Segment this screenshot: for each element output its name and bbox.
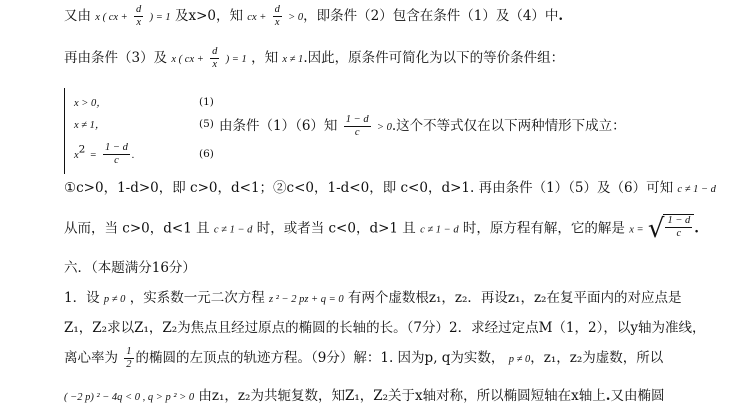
math: p ≠ 0	[508, 354, 531, 365]
square-root	[648, 214, 694, 244]
math: x =	[629, 224, 644, 236]
period: .	[694, 220, 699, 237]
text-line-10	[64, 386, 664, 408]
math: x ≠ 1	[282, 54, 304, 65]
tag-6: (6)	[199, 148, 214, 160]
denominator: x	[136, 17, 141, 28]
radical-sign: √	[647, 214, 665, 244]
math: x	[74, 150, 79, 161]
fraction	[134, 4, 143, 29]
denominator: c	[114, 155, 119, 166]
condition-5	[74, 116, 105, 132]
tag-5: (5)	[199, 118, 214, 130]
text: 从而，当 c>0，d<1 且	[64, 220, 210, 237]
numerator: 1	[126, 346, 132, 357]
math: x > 0，	[74, 98, 107, 109]
math: x ( cx +	[171, 54, 204, 65]
text: ，z₁，z₂为虚数，所以	[530, 350, 664, 366]
math: =	[89, 150, 97, 161]
text: ，实系数一元二次方程	[129, 290, 265, 306]
text-line-8	[64, 318, 705, 338]
text-line-3	[219, 114, 626, 139]
math: c ≠ 1 − d	[677, 184, 716, 195]
fraction	[124, 346, 133, 371]
numerator: d	[212, 46, 218, 57]
math: x ≠ 1，	[74, 120, 106, 131]
text: ，知	[251, 50, 279, 66]
numerator: d	[274, 4, 280, 15]
text-line-1	[64, 4, 563, 29]
fraction	[210, 46, 219, 71]
math: ( −2 p) ² − 4q < 0 , q > p ² > 0	[64, 392, 195, 403]
math: p ≠ 0	[103, 294, 126, 305]
text: ，即条件（2）包含在条件（1）及（4）中	[303, 8, 559, 24]
text: 及x>0，知	[174, 8, 243, 24]
text: 时，原方程有解，它的解是	[462, 220, 625, 237]
numerator: 1 − d	[105, 142, 128, 153]
text: .因此，原条件可简化为以下的等价条件组：	[303, 50, 565, 66]
exponent: 2	[78, 143, 86, 156]
math: .	[131, 150, 135, 161]
left-brace	[64, 88, 71, 174]
math: c ≠ 1 − d	[420, 224, 459, 236]
text-line-2	[64, 46, 564, 71]
text: 再由条件（3）及	[64, 50, 168, 66]
text: 有两个虚数根z₁，z₂．再设z₁，z₂在复平面内的对应点是	[347, 290, 682, 306]
text-line-5	[64, 214, 699, 244]
text: .这个不等式仅在以下两种情形下成立：	[391, 118, 626, 134]
math: > 0	[376, 122, 392, 133]
text: 由z₁，z₂为共轭复数，知Z₁，Z₂关于x轴对称，所以椭圆短轴在x轴上	[198, 388, 606, 404]
denominator: x	[212, 59, 218, 70]
text: 由条件（1）（6）知	[219, 118, 338, 134]
denominator: c	[354, 127, 360, 138]
text: ①c>0，1-d>0，即 c>0，d<1；②c<0，1-d<0，即 c<0，d>1. 再由条件（1）（5）及（6）可知	[64, 180, 674, 196]
text-line-4	[64, 178, 716, 200]
period: .	[605, 388, 611, 404]
math: cx +	[247, 12, 267, 23]
numerator: d	[136, 4, 142, 15]
numerator: 1 − d	[345, 114, 369, 125]
numerator: 1 − d	[667, 215, 691, 226]
text: 的椭圆的左顶点的轨迹方程。（9分）解：1. 因为p, q为实数，	[135, 350, 505, 366]
text-line-9	[64, 346, 663, 371]
math: ) = 1	[225, 54, 247, 65]
text: 1．设	[64, 290, 100, 306]
condition-1	[74, 94, 107, 110]
condition-6	[74, 142, 135, 167]
text: 时，或者当 c<0，d>1 且	[256, 220, 416, 237]
denominator: 2	[126, 359, 132, 370]
text: 离心率为	[64, 350, 118, 366]
equation-system	[64, 86, 724, 176]
fraction	[103, 142, 130, 167]
text: 又由	[64, 8, 91, 24]
text: Z₁，Z₂求以Z₁，Z₂为焦点且经过原点的椭圆的长轴的长。（7分）2．求经过定点M（1，2），以y轴为准线，	[64, 320, 706, 336]
math: ) = 1	[149, 12, 171, 23]
denominator: c	[676, 228, 682, 239]
math: > 0	[288, 12, 304, 23]
math: z ² − 2 pz + q = 0	[269, 294, 344, 305]
text: 六．（本题满分16分）	[64, 260, 196, 276]
text-line-7	[64, 288, 681, 310]
section-heading	[64, 258, 196, 278]
math: c ≠ 1 − d	[213, 224, 253, 236]
text: 又由椭圆	[610, 388, 665, 404]
denominator: x	[274, 17, 280, 28]
period: .	[558, 8, 564, 24]
tag-1: (1)	[199, 96, 214, 108]
fraction	[344, 114, 371, 139]
math: x ( cx +	[95, 12, 128, 23]
fraction	[273, 4, 282, 29]
